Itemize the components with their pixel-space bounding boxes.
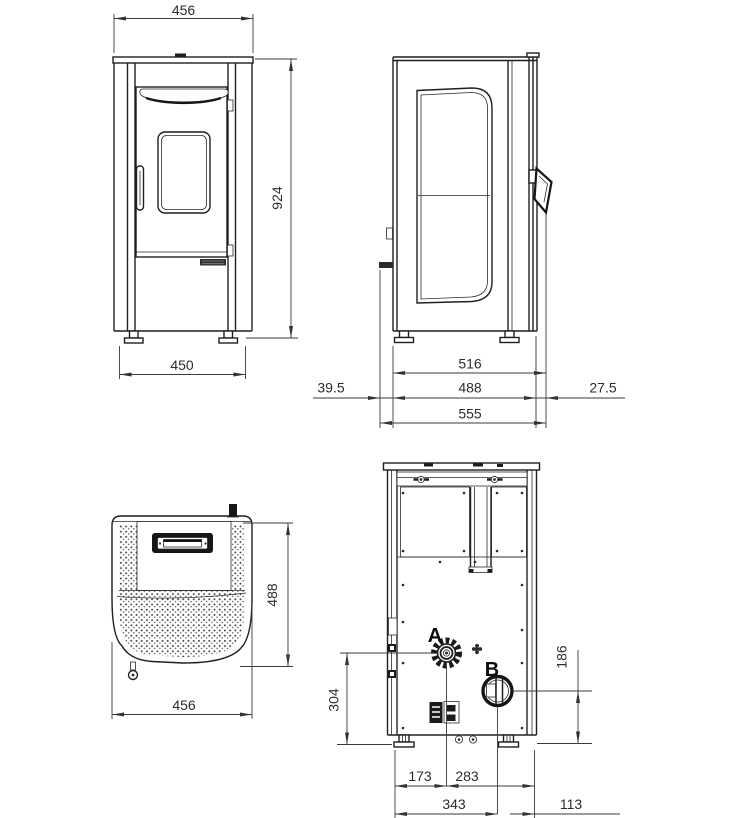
dim-side-upper-depth — [393, 356, 546, 374]
front-feet — [125, 331, 238, 343]
back-body — [384, 463, 540, 735]
flue-channel — [469, 487, 492, 573]
power-inlet-socket — [430, 702, 460, 724]
dim-front-height — [246, 59, 298, 338]
dim-front-top-width — [114, 2, 253, 53]
side-body — [379, 53, 539, 331]
dim-label: 555 — [458, 405, 482, 422]
dim-label: 343 — [442, 796, 466, 812]
dim-front-bottom-width — [120, 346, 246, 379]
label-flue-outlet: B — [484, 659, 500, 681]
dim-label: 488 — [458, 379, 482, 396]
dim-label: 450 — [170, 357, 194, 373]
dim-label: 186 — [553, 645, 570, 669]
back-feet — [394, 735, 519, 747]
dim-side-total-depth — [380, 406, 546, 424]
door-window — [158, 132, 210, 213]
dim-label: 456 — [171, 2, 196, 18]
hopper-lid-handle — [152, 533, 213, 553]
door-hinge-bottom — [228, 245, 234, 256]
front-view — [113, 2, 298, 379]
flue-pipe-stub — [227, 504, 239, 517]
dim-label: 113 — [559, 796, 583, 812]
dim-label: 39.5 — [317, 379, 345, 396]
side-extension-lines — [380, 214, 546, 428]
dim-label: 173 — [408, 768, 432, 784]
label-air-intake: A — [427, 625, 443, 647]
back-extension-lines — [337, 650, 592, 818]
side-front-protrusion — [379, 262, 393, 268]
dim-label: 304 — [325, 688, 342, 712]
front-vent-badge — [200, 259, 226, 266]
dim-back-bottom-row1 — [395, 768, 535, 786]
dim-back-intake-height — [326, 653, 348, 745]
dim-label: 283 — [455, 768, 479, 784]
dim-label: 924 — [269, 186, 285, 210]
front-door — [136, 87, 233, 266]
dim-label: 488 — [264, 583, 280, 607]
side-view — [313, 53, 625, 428]
top-view — [112, 504, 293, 719]
side-feet — [395, 331, 520, 343]
dim-label: 27.5 — [589, 379, 617, 396]
dim-label: 516 — [458, 355, 482, 372]
dim-side-depth-chain — [313, 380, 625, 399]
door-handle-icon — [137, 166, 144, 210]
hopper-lid-panel — [137, 522, 231, 591]
door-hinge-top — [228, 100, 234, 111]
dim-back-flue-height — [554, 645, 579, 743]
dim-back-bottom-row2 — [395, 796, 620, 814]
dim-label: 456 — [172, 697, 196, 713]
back-view — [326, 463, 621, 818]
rosette-screw — [472, 644, 482, 654]
top-knob — [129, 662, 138, 680]
dim-top-depth — [240, 523, 293, 667]
